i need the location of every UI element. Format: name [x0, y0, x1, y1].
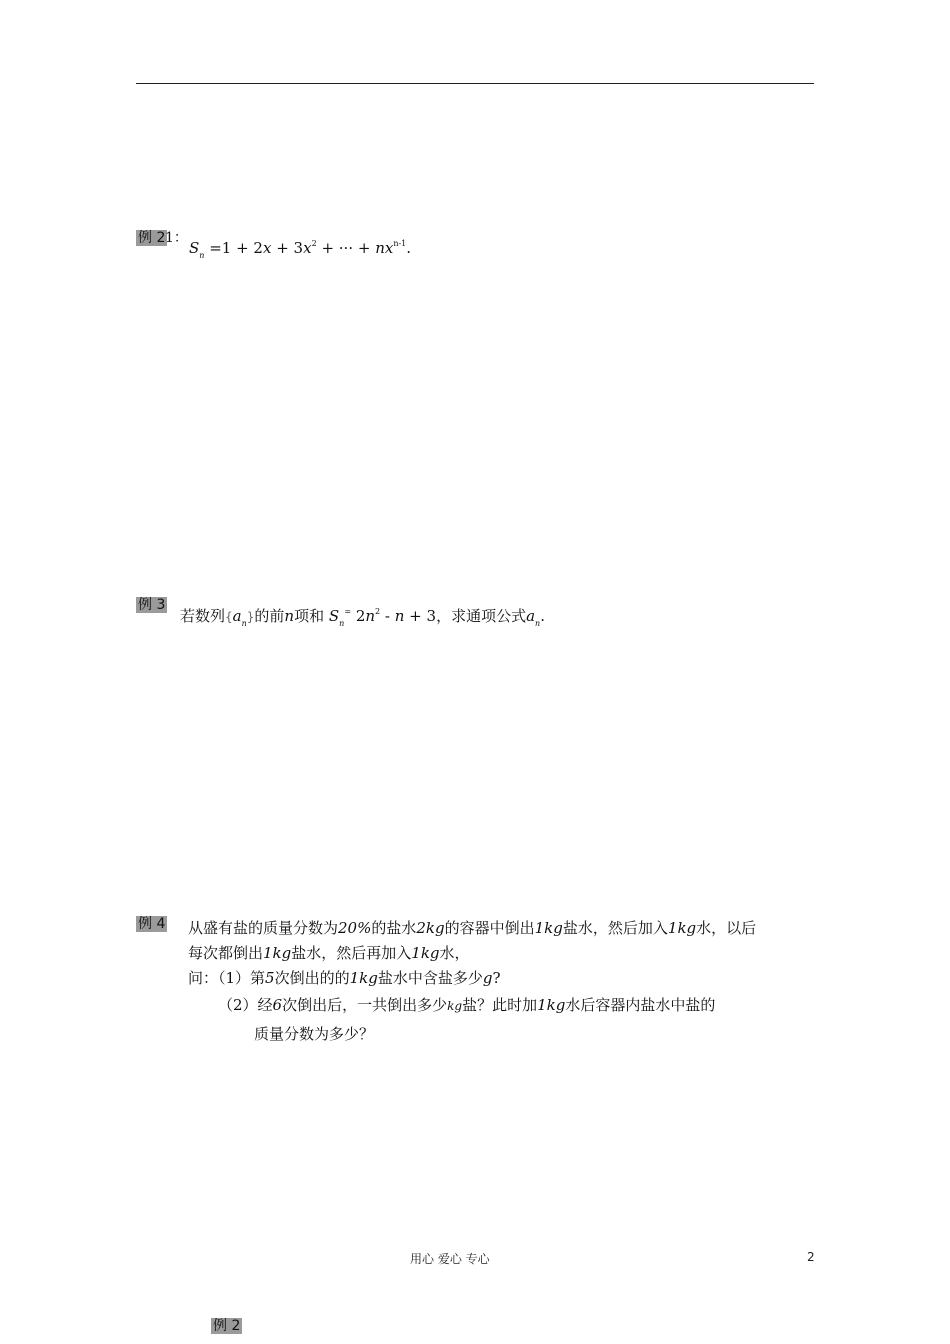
ex4-text: 的盐水 — [371, 919, 417, 937]
example-2-tag-trail: 1： — [165, 230, 188, 246]
formula-part: =1 + 2 — [209, 239, 263, 257]
example-4-tag: 例 4 — [138, 916, 166, 932]
ex3-end: . — [540, 607, 545, 625]
ex4-text: 从盛有盐的质量分数为 — [188, 919, 339, 937]
formula-exponent: n-1 — [393, 239, 407, 248]
ex4-mass: 1kg — [411, 944, 440, 962]
formula-s-sub: n — [199, 251, 205, 260]
ex3-rhs: 2 — [355, 607, 366, 625]
ex4-text: 盐水，然后再加入 — [291, 944, 412, 962]
ex3-text: 若数列 — [180, 607, 226, 625]
ex4-text: 次倒出后，一共倒出多少 — [282, 996, 448, 1014]
ex4-mass: 1kg — [537, 996, 566, 1014]
ex3-a-sub: n — [241, 619, 247, 628]
ex4-mass: 2kg — [416, 919, 445, 937]
header-rule — [136, 83, 814, 84]
ex4-text: 盐水中含盐多少 — [377, 969, 483, 987]
brace-left: { — [225, 610, 233, 624]
ex4-text: （2）经 — [218, 996, 273, 1014]
ex3-s: S — [328, 607, 340, 625]
ex3-n: n — [284, 607, 295, 625]
ex4-mass: 1kg — [667, 919, 697, 937]
page-number: 2 — [807, 1250, 815, 1264]
stray-example-tag: 例 2 — [213, 1318, 241, 1334]
ex4-text: ? — [492, 969, 501, 987]
formula-part: + ··· + — [316, 239, 376, 257]
ex4-number: 6 — [272, 996, 283, 1014]
formula-part: + 3 — [271, 239, 304, 257]
ex3-rhs: + 3 — [404, 607, 437, 625]
ex3-s-sub: n — [339, 619, 345, 628]
ex3-rhs-n2: n — [394, 607, 405, 625]
ex4-text: 次倒出的的 — [274, 969, 350, 987]
example-3-text — [180, 602, 545, 634]
example-4-line-1 — [188, 918, 756, 938]
ex4-text: 每次都倒出 — [188, 944, 264, 962]
example-3-tag: 例 3 — [138, 597, 166, 613]
example-2-formula — [189, 234, 411, 266]
formula-end: . — [406, 239, 412, 257]
formula-x: x — [262, 239, 272, 257]
formula-n: n — [375, 239, 385, 257]
ex3-a2: a — [526, 607, 536, 625]
ex4-text: 盐水，然后加入 — [562, 919, 668, 937]
ex4-text: 水后容器内盐水中盐的 — [565, 996, 716, 1014]
ex3-text: 项和 — [294, 607, 325, 625]
ex4-mass: 1kg — [534, 919, 563, 937]
formula-exponent: 2 — [311, 239, 317, 248]
formula-s: S — [189, 239, 200, 257]
formula-x: x — [303, 239, 312, 257]
brace-right: } — [246, 610, 255, 624]
example-4-line-3 — [188, 968, 501, 988]
example-2-tag: 例 2 — [138, 230, 166, 246]
ex4-mass: 1kg — [263, 944, 292, 962]
ex3-rhs-n: n — [365, 607, 376, 625]
ex4-percent: 20% — [338, 919, 372, 937]
ex4-text: 盐？此时加 — [462, 996, 538, 1014]
footer-motto: 用心 爱心 专心 — [410, 1252, 490, 1266]
ex4-mass: 1kg — [349, 969, 378, 987]
formula-x: x — [384, 239, 394, 257]
ex3-text: 的前 — [254, 607, 285, 625]
example-4-line-5: 质量分数为多少？ — [254, 1025, 375, 1043]
ex3-rhs: - — [380, 607, 395, 625]
ex4-text: 水， — [439, 944, 470, 962]
ex3-text: ，求通项公式 — [436, 607, 527, 625]
ex4-unit: kg — [447, 999, 463, 1013]
ex4-number: 5 — [265, 969, 275, 987]
ex3-rhs-sq: 2 — [375, 607, 381, 616]
ex3-eq: = — [344, 607, 352, 616]
ex3-a2-sub: n — [535, 619, 541, 628]
example-4-line-4 — [218, 995, 715, 1016]
ex4-text: 问：（1）第 — [188, 969, 266, 987]
ex3-a: a — [232, 607, 242, 625]
ex4-text: 的容器中倒出 — [444, 919, 535, 937]
example-4-line-2 — [188, 943, 470, 963]
ex4-text: 水，以后 — [696, 919, 757, 937]
ex4-unit: g — [482, 969, 493, 987]
